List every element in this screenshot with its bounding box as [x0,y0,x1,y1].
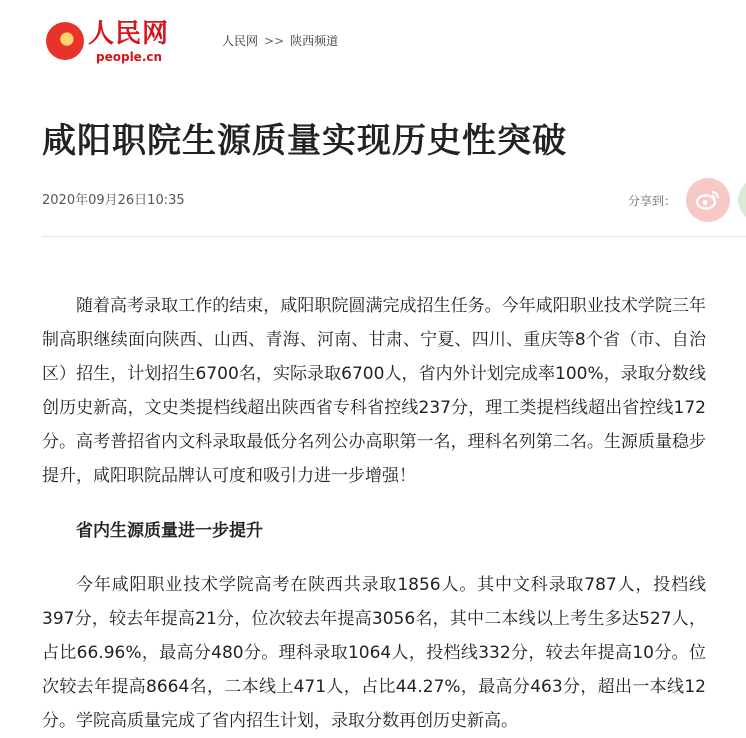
breadcrumb [222,32,338,49]
article-subheading: 省内生源质量进一步提升 [76,521,263,541]
breadcrumb-separator: >> [264,34,285,48]
share-label: 分享到： [628,194,677,208]
share-wechat-button[interactable] [738,178,746,222]
logo-subtext: people.cn [96,50,163,64]
site-header [0,0,746,78]
logo-text: 人民网 [88,19,170,49]
weibo-icon [695,189,721,211]
article-paragraph: 随着高考录取工作的结束，咸阳职院圆满完成招生任务。今年咸阳职业技术学院三年制高职继续面向陕西、山西、青海、河南、甘肃、宁夏、四川、重庆等8个省（市、自治区）招生，计划招生6700名，实际录取6700人，省内外计划完成率100%，录取分数线创历史新高，文史类提档线超出陕西省专科省控线237分，理工类提档线超出省控线172分。高考普招省内文科录取最低分名列公办高职第一名，理科名列第二名。生源质量稳步提升，咸阳职院品牌认可度和吸引力进一步增强！ [42,296,706,486]
header-divider [42,236,746,237]
logo-emblem-icon [46,22,84,60]
people-cn-logo[interactable] [46,16,176,66]
share-weibo-button[interactable] [686,178,730,222]
publish-date: 2020年09月26日10:35 [42,193,185,208]
article-paragraph: 今年咸阳职业技术学院高考在陕西共录取1856人。其中文科录取787人，投档线397分，较去年提高21分，位次较去年提高3056名，其中二本线以上考生多达527人，占比66.96%，最高分480分。理科录取1064人，投档线332分，较去年提高10分。位次较去年提高8664名，二本线上471人，占比44.27%，最高分463分，超出一本线12分。学院高质量完成了省内招生计划，录取分数再创历史新高。 [42,575,706,731]
article-title: 咸阳职院生源质量实现历史性突破 [42,121,567,161]
article-body [42,289,706,738]
breadcrumb-channel-link[interactable]: 陕西频道 [290,34,339,48]
breadcrumb-home-link[interactable]: 人民网 [222,34,259,48]
